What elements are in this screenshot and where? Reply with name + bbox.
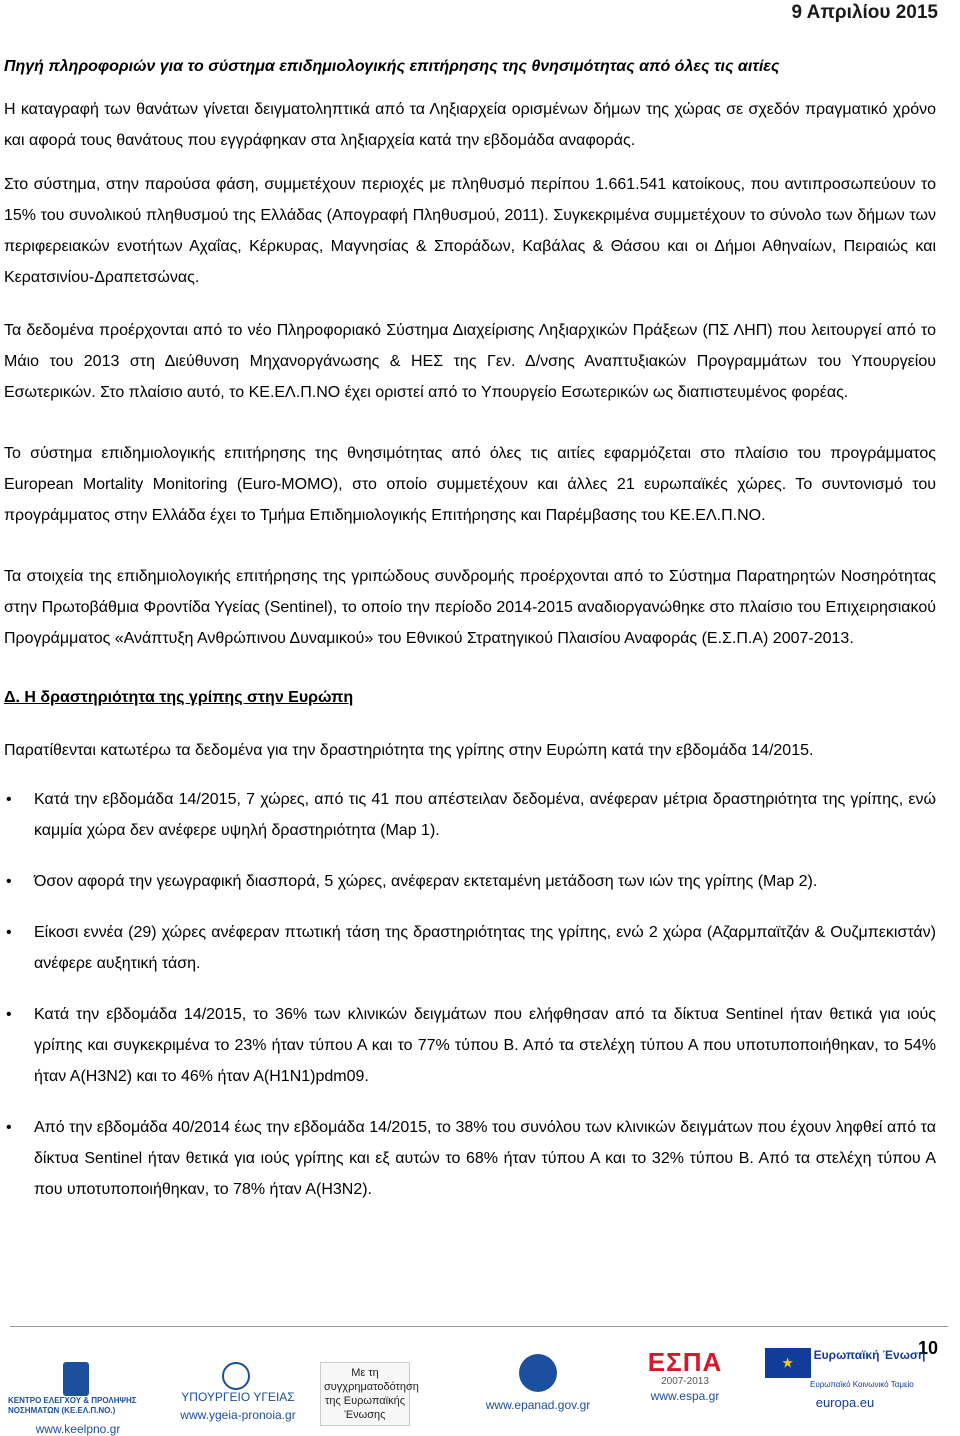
keelpno-logo[interactable]: [8, 1362, 148, 1436]
list-item: • Κατά την εβδομάδα 14/2015, 7 χώρες, από τις 41 που απέστειλαν δεδομένα, ανέφεραν μέτρια δραστηριότητα της γρίπης, ενώ καμμία χώρα δεν ανέφερε υψηλή δραστηριότητα (Map 1).: [4, 784, 936, 846]
european-union-logo[interactable]: [760, 1348, 930, 1410]
header-date: 9 Απριλίου 2015: [791, 2, 938, 23]
bullet-list: [4, 784, 936, 1205]
paragraph-euro-momo: Το σύστημα επιδημιολογικής επιτήρησης της θνησιμότητας από όλες τις αιτίες εφαρμόζεται στο πλαίσιο του προγράμματος European Mortality Monitoring (Euro-MOMO), στο οποίο συμμετέχουν και άλλες 21 ευρωπαϊκές χώρες. Το συντονισμό του προγράμματος στην Ελλάδα έχει το Τμήμα Επιδημιολογικής Επιτήρησης και Παρέμβασης του ΚΕ.ΕΛ.Π.ΝΟ.: [4, 445, 936, 524]
document-body: [4, 94, 936, 1225]
paragraph-recording: Η καταγραφή των θανάτων γίνεται δειγματοληπτικά από τα Ληξιαρχεία ορισμένων δήμων της χώρας σε σχεδόν πραγματικό χρόνο και αφορά τους θανάτους που εγγράφηκαν στα ληξιαρχεία κατά την εβδομάδα αναφοράς.: [4, 101, 936, 149]
espa-years: 2007-2013: [661, 1376, 709, 1387]
section-title: Δ. Η δραστηριότητα της γρίπης στην Ευρώπη: [4, 689, 354, 706]
epanad-emblem-icon: [519, 1354, 557, 1392]
list-item: • Είκοσι εννέα (29) χώρες ανέφεραν πτωτική τάση της δραστηριότητας της γρίπης, ενώ 2 χώρα (Αζαρμπαϊτζάν & Ουζμπεκιστάν) ανέφερε αυξητική τάση.: [4, 917, 936, 979]
page-number: 10: [917, 1338, 938, 1358]
eu-url[interactable]: europa.eu: [815, 1395, 875, 1410]
epanad-url[interactable]: www.epanad.gov.gr: [485, 1398, 591, 1412]
keelpno-name: ΚΕΝΤΡΟ ΕΛΕΓΧΟΥ & ΠΡΟΛΗΨΗΣ ΝΟΣΗΜΑΤΩΝ (ΚΕ.ΕΛ.Π.ΝΟ.): [8, 1396, 137, 1415]
keelpno-url[interactable]: www.keelpno.gr: [35, 1422, 121, 1436]
ministry-of-health-logo[interactable]: [168, 1362, 308, 1422]
espa-url[interactable]: www.espa.gr: [650, 1389, 720, 1403]
eu-cofunding-logo: [320, 1362, 419, 1426]
list-item: • Από την εβδομάδα 40/2014 έως την εβδομάδα 14/2015, το 38% του συνόλου των κλινικών δειγμάτων που έχουν ληφθεί από τα δίκτυα Sentinel ήταν θετικά για ιούς γρίπης και εξ αυτών το 68% ήταν τύπου Α και το 32% τύπου Β. Από τα στελέχη τύπου Α που υποτυποποιήθηκαν, το 78% ήταν Α(Η3Ν2).: [4, 1112, 936, 1205]
footer-divider: [10, 1326, 948, 1327]
footer: [0, 1326, 960, 1436]
eu-cofunding-text: Με τη συγχρηματοδότηση της Ευρωπαϊκής Ένωσης: [320, 1362, 410, 1426]
paragraph-data-source: Τα δεδομένα προέρχονται από το νέο Πληροφοριακό Σύστημα Διαχείρισης Ληξιαρχικών Πράξεων (ΠΣ ΛΗΠ) που λειτουργεί από το Μάιο του 2013 στη Διεύθυνση Μηχανοργάνωσης & ΗΕΣ της Γεν. Δ/νσης Αναπτυξιακών Προγραμμάτων του Υπουργείου Εσωτερικών. Στο πλαίσιο αυτό, το ΚΕ.ΕΛ.Π.ΝΟ έχει οριστεί από το Υπουργείο Εσωτερικών ως διαπιστευμένος φορέας.: [4, 322, 936, 401]
keelpno-emblem-icon: [63, 1362, 89, 1396]
eu-name: Ευρωπαϊκή Ένωση: [813, 1348, 926, 1362]
list-item: • Όσον αφορά την γεωγραφική διασπορά, 5 χώρες, ανέφεραν εκτεταμένη μετάδοση των ιών της γρίπης (Map 2).: [4, 866, 936, 897]
greek-emblem-icon: [222, 1362, 250, 1390]
paragraph-sentinel: Τα στοιχεία της επιδημιολογικής επιτήρησης της γριπώδους συνδρομής προέρχονται από το Σύστημα Παρατηρητών Νοσηρότητας στην Πρωτοβάθμια Φροντίδα Υγείας (Sentinel), το οποίο την περίοδο 2014-2015 αναδιοργανώθηκε στο πλαίσιο του Επιχειρησιακού Προγράμματος «Ανάπτυξη Ανθρώπινου Δυναμικού» του Εθνικού Στρατηγικού Πλαισίου Αναφοράς (Ε.Σ.Π.Α) 2007-2013.: [4, 568, 936, 647]
list-item: • Κατά την εβδομάδα 14/2015, το 36% των κλινικών δειγμάτων που ελήφθησαν από τα δίκτυα Sentinel ήταν θετικά για ιούς γρίπης και συγκεκριμένα το 23% ήταν τύπου Α και το 77% τύπου Β. Από τα στελέχη τύπου Α που υποτυποποιήθηκαν, το 54% ήταν Α(Η3Ν2) και το 46% ήταν Α(Η1Ν1)pdm09.: [4, 999, 936, 1092]
ministry-url[interactable]: www.ygeia-pronoia.gr: [180, 1408, 296, 1422]
espa-wordmark: ΕΣΠΑ: [647, 1347, 723, 1377]
ministry-name: ΥΠΟΥΡΓΕΙΟ ΥΓΕΙΑΣ: [181, 1390, 295, 1404]
eu-flag-icon: ★: [765, 1348, 811, 1378]
section-intro: Παρατίθενται κατωτέρω τα δεδομένα για την δραστηριότητα της γρίπης στην Ευρώπη κατά την εβδομάδα 14/2015.: [4, 742, 814, 759]
paragraph-population: Στο σύστημα, στην παρούσα φάση, συμμετέχουν περιοχές με πληθυσμό περίπου 1.661.541 κατοίκους, που αντιπροσωπεύουν το 15% του συνολικού πληθυσμού της Ελλάδας (Απογραφή Πληθυσμού, 2011). Συγκεκριμένα συμμετέχουν το σύνολο των δήμων των περιφερειακών ενοτήτων Αχαΐας, Κέρκυρας, Μαγνησίας & Σποράδων, Καβάλας & Θάσου και οι Δήμοι Αθηναίων, Πειραιώς και Κερατσινίου-Δραπετσώνας.: [4, 176, 936, 286]
eu-fund-name: Ευρωπαϊκό Κοινωνικό Ταμείο: [810, 1380, 914, 1389]
epanad-logo[interactable]: [448, 1354, 628, 1412]
source-heading: Πηγή πληροφοριών για το σύστημα επιδημιολογικής επιτήρησης της θνησιμότητας από όλες τις αιτίες: [4, 58, 780, 75]
espa-logo[interactable]: [630, 1348, 740, 1403]
